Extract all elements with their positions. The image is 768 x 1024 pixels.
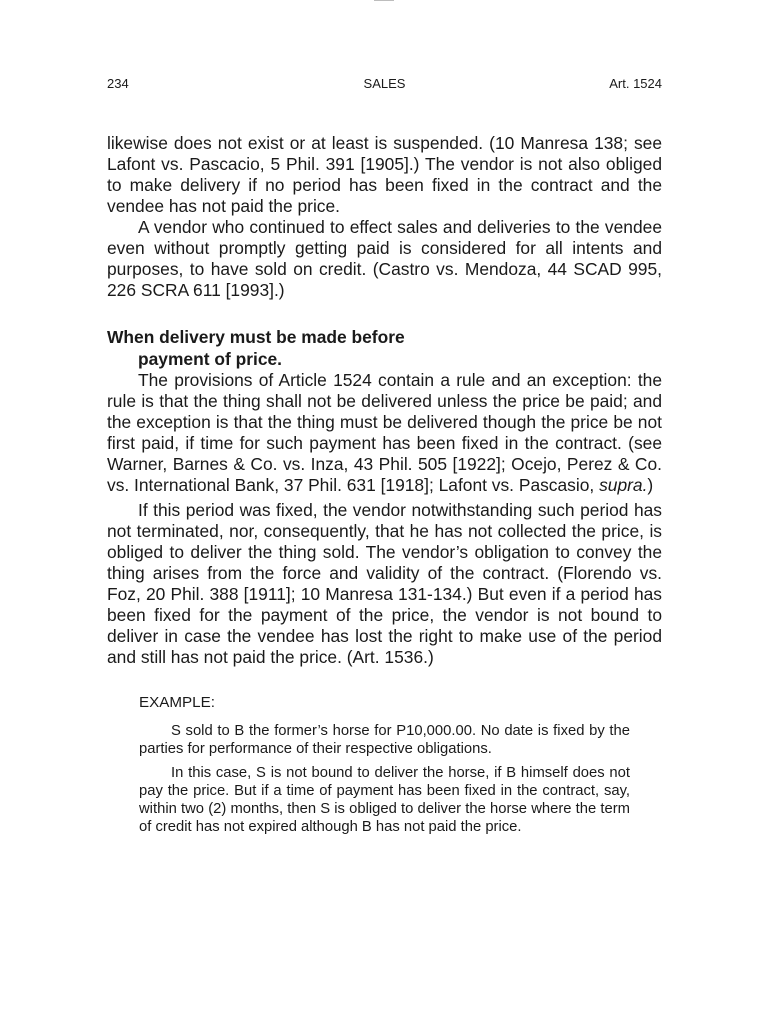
running-title: SALES <box>363 76 406 91</box>
page-number: 234 <box>107 76 129 91</box>
page-header <box>107 75 662 93</box>
example-paragraph-2: In this case, S is not bound to deliver the horse, if B himself does not pay the price. But if a time of payment has been fixed in the contract, say, within two (2) months, then S is obliged to deliver the horse where the term of credit has not expired although B has not paid the price. <box>139 765 630 835</box>
paragraph-rule-exception-close: ) <box>647 475 654 495</box>
page-body <box>107 133 662 836</box>
section-heading <box>107 327 662 370</box>
example-label: EXAMPLE: <box>139 694 215 711</box>
paragraph-continuation: likewise does not exist or at least is suspended. (10 Manresa 138; see Lafont vs. Pascacio, 5 Phil. 391 [1905].) The vendor is not also obliged to make delivery if no period has been fixed in the contract and the vendee has not paid the price. <box>107 133 662 216</box>
example-paragraph-1: S sold to B the former’s horse for P10,000.00. No date is fixed by the parties for performance of their respective obligations. <box>139 723 630 757</box>
paragraph-period-fixed: If this period was fixed, the vendor notwithstanding such period has not terminated, nor, consequently, that he has not collected the price, is obliged to deliver the thing sold. The vendor’s obligation to convey the thing arises from the force and validity of the contract. (Florendo vs. Foz, 20 Phil. 388 [1911]; 10 Manresa 131-134.) But even if a period has been fixed for the payment of the price, the vendor is not bound to deliver in case the vendee has lost the right to make use of the period and still has not paid the price. (Art. 1536.) <box>107 500 662 667</box>
paragraph-rule-exception-text: The provisions of Article 1524 contain a rule and an exception: the rule is that the thing shall not be delivered unless the price be paid; and the exception is that the thing must be delivered though the price be not first paid, if time for such payment has been fixed in the contract. (see Warner, Barnes & Co. vs. Inza, 43 Phil. 505 [1922]; Ocejo, Perez & Co. vs. International Bank, 37 Phil. 631 [1918]; Lafont vs. Pascasio, <box>107 370 662 495</box>
section-heading-line-2: payment of price. <box>138 348 282 369</box>
scan-top-mark <box>374 0 394 3</box>
article-reference: Art. 1524 <box>609 76 662 91</box>
paragraph-rule-exception <box>107 370 662 496</box>
paragraph-credit-sale: A vendor who continued to effect sales and deliveries to the vendee even without promptly getting paid is considered for all intents and purposes, to have sold on credit. (Castro vs. Mendoza, 44 SCAD 995, 226 SCRA 611 [1993].) <box>107 217 662 300</box>
section-heading-line-1: When delivery must be made before <box>107 327 405 347</box>
italic-supra: supra. <box>599 475 648 495</box>
example-block <box>139 694 630 836</box>
